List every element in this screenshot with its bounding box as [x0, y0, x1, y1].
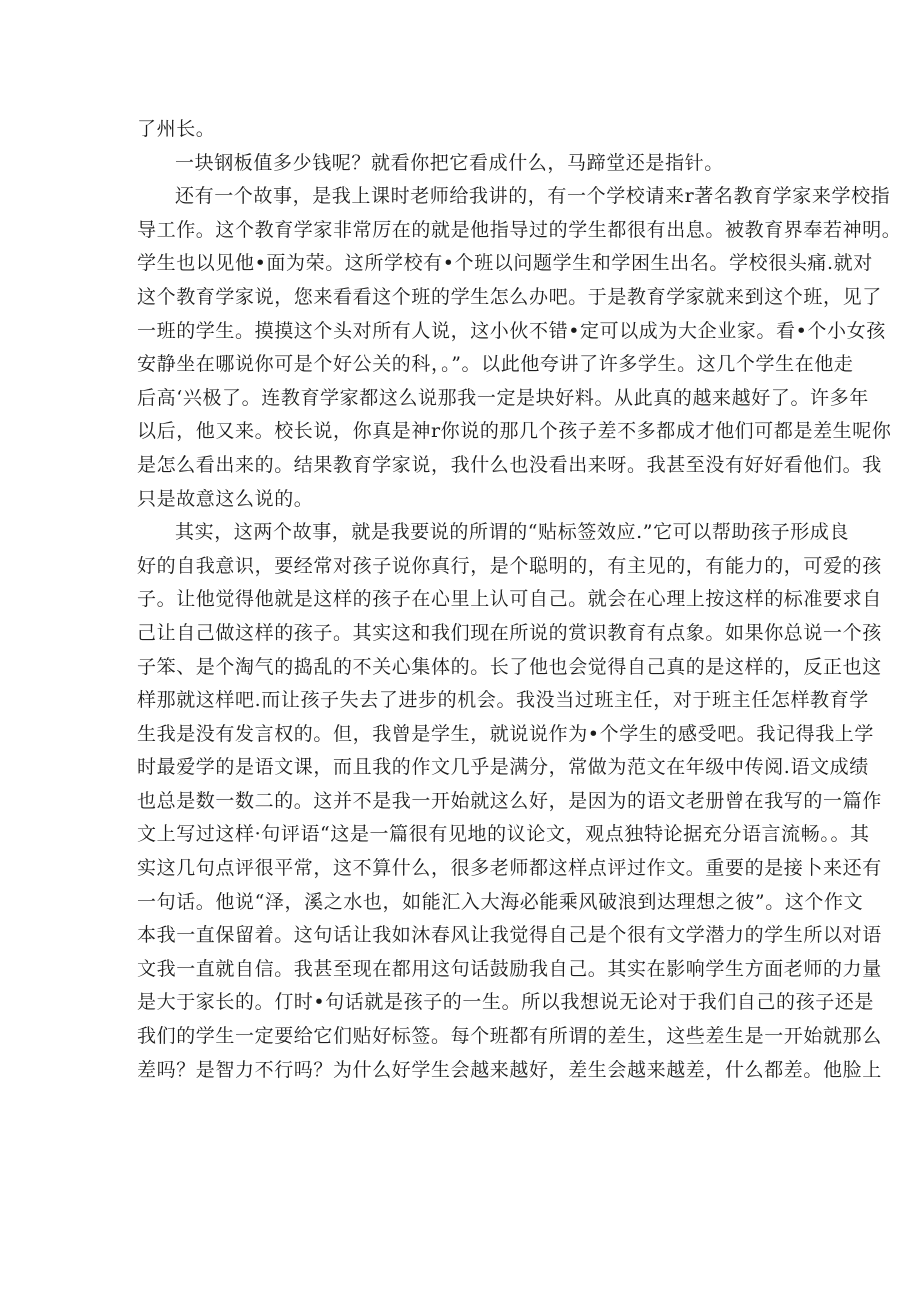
- text-line: 我们的学生一定要给它们贴好标签。每个班都有所谓的差生，这些差生是一开始就那么: [137, 1025, 882, 1048]
- text-line: 安静坐在哪说你可是个好公关的科，。”。以此他夸讲了许多学生。这几个学生在他走: [137, 353, 854, 376]
- text-line: 一班的学生。摸摸这个头对所有人说，这小伙不错•定可以成为大企业家。看•个小女孩: [137, 319, 886, 342]
- text-line: 本我一直保留着。这句话让我如沐春风让我觉得自己是个很有文学潜力的学生所以对语: [137, 924, 882, 947]
- text-line: 文上写过这样·句评语“这是一篇很有见地的议论文，观点独特论据充分语言流畅。。其: [137, 823, 870, 846]
- text-line: 文我一直就自信。我甚至现在都用这句话鼓励我自己。其实在影响学生方面老师的力量: [137, 957, 882, 980]
- text-line: 己让自己做这样的孩子。其实这和我们现在所说的赏识教育有点象。如果你总说一个孩: [137, 621, 882, 644]
- text-line: 也总是数一数二的。这并不是我一开始就这么好，是因为的语文老册曾在我写的一篇作: [137, 789, 882, 812]
- text-line: 后高‘兴极了。连教育学家都这么说那我一定是块好料。从此真的越来越好了。许多年: [137, 386, 869, 409]
- paragraph-first-line: 其实，这两个故事，就是我要说的所谓的“贴标签效应.”它可以帮助孩子形成良: [175, 521, 850, 544]
- text-line: 子笨、是个淘气的捣乱的不关心集体的。长了他也会觉得自己真的是这样的，反正也这: [137, 655, 882, 678]
- text-line: 只是故意这么说的。: [137, 487, 314, 510]
- document-body: [137, 113, 902, 1087]
- text-line: 导工作。这个教育学家非常厉在的就是他指导过的学生都很有出息。被教育界奉若神明。: [137, 218, 902, 241]
- text-line: 以后，他又来。校长说，你真是神r你说的那几个孩子差不多都成才他们可都是差生呢你: [137, 420, 892, 443]
- text-line: 学生也以见他•面为荣。这所学校有•个班以问题学生和学困生出名。学校很头痛.就对: [137, 252, 873, 275]
- text-line: 样那就这样吧.而让孩子失去了进步的机会。我没当过班主任，对于班主任怎样教育学: [137, 689, 869, 712]
- text-line: 差吗？是智力不行吗？为什么好学生会越来越好，差生会越来越差，什么都差。他脸上: [137, 1058, 882, 1081]
- text-line: 生我是没有发言权的。但，我曾是学生，就说说作为•个学生的感受吧。我记得我上学: [137, 722, 875, 745]
- text-line: 实这几句点评很平常，这不算什么，很多老师都这样点评过作文。重要的是接卜来还有: [137, 857, 882, 880]
- text-line: 是怎么看出来的。结果教育学家说，我什么也没看出来呀。我甚至没有好好看他们。我: [137, 453, 882, 476]
- text-line: 好的自我意识，要经常对孩子说你真行，是个聪明的，有主见的，有能力的，可爱的孩: [137, 554, 882, 577]
- text-line: 一句话。他说“泽，溪之水也，如能汇入大海必能乘风破浪到达理想之彼”。这个作文: [137, 890, 864, 913]
- text-line: 时最爱学的是语文课，而且我的作文几乎是满分，常做为范文在年级中传阅.语文成绩: [137, 756, 869, 779]
- paragraph-first-line: 一块钢板值多少钱呢？就看你把它看成什么，马蹄堂还是指针。: [175, 151, 724, 174]
- paragraph-first-line: 还有一个故事，是我上课时老师给我讲的，有一个学校请来r著名教育学家来学校指: [175, 185, 891, 208]
- text-line: 了州长。: [137, 118, 216, 140]
- text-line: 是大于家长的。仃时•句话就是孩子的一生。所以我想说无论对于我们自己的孩子还是: [137, 991, 875, 1014]
- text-line: 这个教育学家说，您来看看这个班的学生怎么办吧。于是教育学家就来到这个班，见了: [137, 285, 882, 308]
- text-line: 子。让他觉得他就是这样的孩子在心里上认可自己。就会在心理上按这样的标准要求自: [137, 588, 882, 611]
